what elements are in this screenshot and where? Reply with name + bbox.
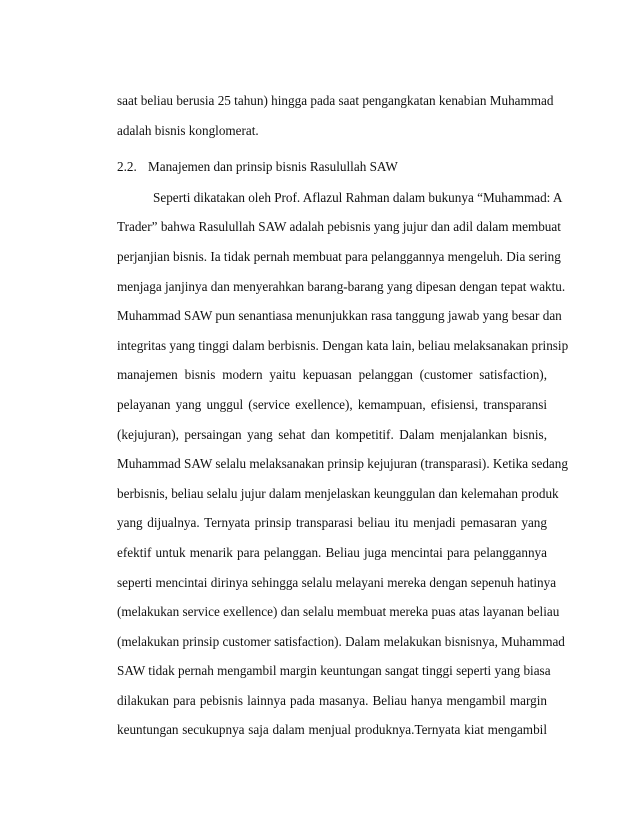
text-line: yang dijualnya. Ternyata prinsip transparasi beliau itu menjadi pemasaran yang: [117, 515, 547, 531]
text-line: Muhammad SAW selalu melaksanakan prinsip kejujuran (transparasi). Ketika sedang: [117, 456, 568, 472]
text-line: Trader” bahwa Rasulullah SAW adalah pebisnis yang jujur dan adil dalam membuat: [117, 219, 561, 235]
text-line: berbisnis, beliau selalu jujur dalam menjelaskan keunggulan dan kelemahan produk: [117, 485, 559, 501]
text-line: SAW tidak pernah mengambil margin keuntungan sangat tinggi seperti yang biasa: [117, 663, 551, 679]
text-line: (melakukan service exellence) dan selalu membuat mereka puas atas layanan beliau: [117, 604, 560, 620]
section-title: Manajemen dan prinsip bisnis Rasulullah SAW: [148, 159, 398, 175]
text-line: integritas yang tinggi dalam berbisnis. Dengan kata lain, beliau melaksanakan prinsip: [117, 337, 569, 353]
text-line: (melakukan prinsip customer satisfaction). Dalam melakukan bisnisnya, Muhammad: [117, 633, 565, 649]
text-line: keuntungan secukupnya saja dalam menjual produknya.Ternyata kiat mengambil: [117, 722, 547, 738]
text-line: perjanjian bisnis. Ia tidak pernah membuat para pelanggannya mengeluh. Dia sering: [117, 248, 561, 264]
text-line: efektif untuk menarik para pelanggan. Beliau juga mencintai para pelanggannya: [117, 544, 547, 560]
text-line: pelayanan yang unggul (service exellence), kemampuan, efisiensi, transparansi: [117, 396, 547, 412]
section-number: 2.2.: [117, 159, 137, 175]
text-line: saat beliau berusia 25 tahun) hingga pada saat pengangkatan kenabian Muhammad: [117, 93, 554, 108]
paragraph-continuation: [117, 86, 554, 145]
text-line: seperti mencintai dirinya sehingga selalu melayani mereka dengan sepenuh hatinya: [117, 574, 557, 590]
text-line: manajemen bisnis modern yaitu kepuasan pelanggan (customer satisfaction),: [117, 367, 547, 383]
text-line: menjaga janjinya dan menyerahkan barang-barang yang dipesan dengan tepat waktu.: [117, 278, 566, 294]
document-body: [117, 86, 569, 745]
text-line: Seperti dikatakan oleh Prof. Aflazul Rahman dalam bukunya “Muhammad: A: [153, 189, 563, 205]
text-line: adalah bisnis konglomerat.: [117, 122, 259, 138]
text-line: dilakukan para pebisnis lainnya pada masanya. Beliau hanya mengambil margin: [117, 692, 547, 708]
text-line: Muhammad SAW pun senantiasa menunjukkan rasa tanggung jawab yang besar dan: [117, 308, 562, 324]
section-heading: [117, 152, 547, 182]
paragraph-main: [117, 183, 569, 745]
text-line: (kejujuran), persaingan yang sehat dan kompetitif. Dalam menjalankan bisnis,: [117, 426, 547, 442]
